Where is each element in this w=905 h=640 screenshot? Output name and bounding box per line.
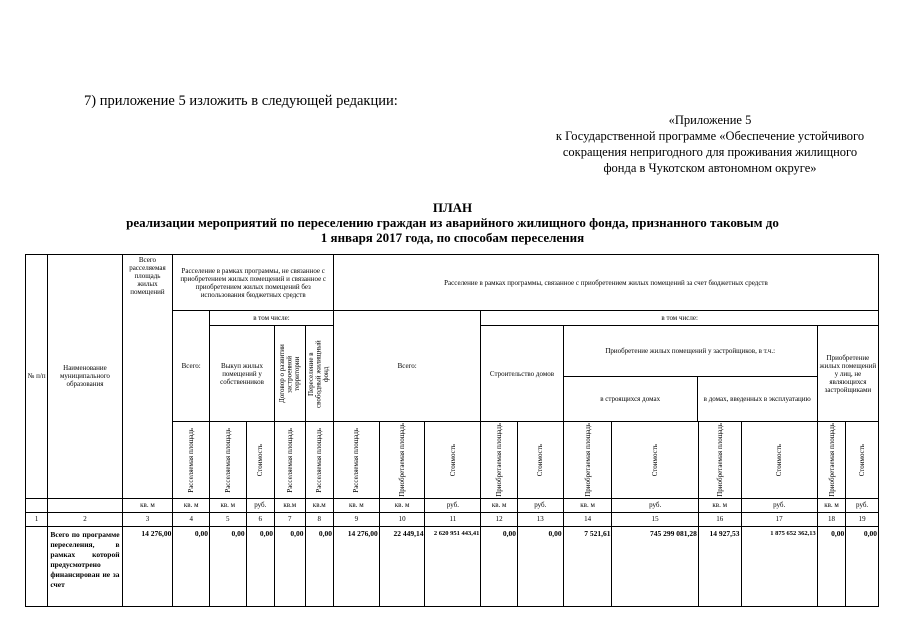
header-stroitelstvo: Строительство домов xyxy=(481,326,563,422)
sub-stoimost-17: Стоимость xyxy=(741,422,817,499)
appendix-line-4: фонда в Чукотском автономном округе» xyxy=(603,161,817,175)
title-line-1: ПЛАН xyxy=(432,200,473,215)
sub-stoimost-15: Стоимость xyxy=(612,422,698,499)
value-cell: 0,00 xyxy=(246,526,274,606)
header-a-vsego: Всего: xyxy=(173,311,210,422)
col-number: 1 xyxy=(26,512,48,526)
header-num: № п/п xyxy=(26,255,48,499)
value-cell: 0,00 xyxy=(846,526,879,606)
unit-cell: руб. xyxy=(425,498,481,512)
col-number: 19 xyxy=(846,512,879,526)
unit-cell: кв. м xyxy=(481,498,518,512)
value-cell: 0,00 xyxy=(517,526,563,606)
col-number: 12 xyxy=(481,512,518,526)
sub-stoimost-11: Стоимость xyxy=(425,422,481,499)
header-total-area: Всего расселяемая площадь жилых помещений xyxy=(122,255,173,499)
header-group-b: Расселение в рамках программы, связанное с приобретением жилых помещений за счет бюджетных средств xyxy=(333,255,878,311)
col-number: 9 xyxy=(333,512,379,526)
units-row xyxy=(26,498,879,512)
header-vvedennykh: в домах, введенных в эксплуатацию xyxy=(703,395,811,403)
value-cell: 14 927,53 xyxy=(698,526,741,606)
col-number: 18 xyxy=(817,512,845,526)
table-row xyxy=(26,526,879,606)
sub-rasselyaemaya-5: Расселяемая площадь xyxy=(209,422,246,499)
sub-rasselyaemaya-8: Расселяемая площадь xyxy=(305,422,333,499)
unit-cell: кв. м xyxy=(122,498,173,512)
value-cell: 14 276,00 xyxy=(122,526,173,606)
unit-cell: руб. xyxy=(612,498,698,512)
col-number: 14 xyxy=(563,512,612,526)
value-cell: 0,00 xyxy=(275,526,305,606)
header-stroyashchikhsya: в строящихся домах xyxy=(564,377,698,421)
col-number: 10 xyxy=(379,512,425,526)
title-line-2: реализации мероприятий по переселению граждан из аварийного жилищного фонда, признанного таковым до xyxy=(126,215,779,230)
header-name: Наименование муниципального образования xyxy=(48,255,122,499)
header-priobr-ne-zastr: Приобретение жилых помещений у лиц, не являющихся застройщиками xyxy=(817,326,878,422)
sub-priobretaemaya-18: Приобретаемая площадь xyxy=(817,422,845,499)
unit-cell: руб. xyxy=(517,498,563,512)
unit-cell: руб. xyxy=(846,498,879,512)
sub-stoimost-6: Стоимость xyxy=(246,422,274,499)
header-pereselenie: Переселение в свободный жилищный фонд xyxy=(305,326,333,422)
unit-cell: кв. м xyxy=(817,498,845,512)
col-number: 17 xyxy=(741,512,817,526)
header-group-a: Расселение в рамках программы, не связанное с приобретением жилых помещений и связанное с приобретением жилых помещений без использования бюджетных средств xyxy=(173,255,334,311)
value-cell: 14 276,00 xyxy=(333,526,379,606)
sub-priobretaemaya-16: Приобретаемая площадь xyxy=(698,422,741,499)
sub-rasselyaemaya-4: Расселяемая площадь xyxy=(173,422,210,499)
row-name-cell: Всего по программе переселения, в рамках которой предусмотрено финансирован ие за счет xyxy=(48,526,122,606)
column-number-row xyxy=(26,512,879,526)
unit-cell: кв. м xyxy=(173,498,210,512)
row-num-cell xyxy=(26,526,48,606)
col-number: 6 xyxy=(246,512,274,526)
value-cell: 1 875 652 362,13 xyxy=(741,526,817,606)
unit-cell: руб. xyxy=(741,498,817,512)
appendix-line-3: сокращения непригодного для проживания жилищного xyxy=(562,145,858,159)
appendix-header xyxy=(520,112,900,176)
value-cell: 0,00 xyxy=(173,526,210,606)
sub-stoimost-13: Стоимость xyxy=(517,422,563,499)
value-cell: 0,00 xyxy=(305,526,333,606)
sub-stoimost-19: Стоимость xyxy=(846,422,879,499)
col-number: 4 xyxy=(173,512,210,526)
header-a-v-tom-chisle: в том числе: xyxy=(209,311,333,326)
header-b-v-tom-chisle: в том числе: xyxy=(481,311,879,326)
value-cell: 7 521,61 xyxy=(563,526,612,606)
header-row-1 xyxy=(26,255,879,311)
appendix-line-2: к Государственной программе «Обеспечение устойчивого xyxy=(555,129,865,143)
unit-cell: кв. м xyxy=(379,498,425,512)
value-cell: 2 620 951 443,41 xyxy=(425,526,481,606)
unit-cell: кв. м xyxy=(698,498,741,512)
col-number: 2 xyxy=(48,512,122,526)
header-b-vsego: Всего: xyxy=(333,311,480,422)
col-number: 13 xyxy=(517,512,563,526)
col-number: 7 xyxy=(275,512,305,526)
header-priobr-zastr: Приобретение жилых помещений у застройщиков, в т.ч.: в строящихся домах в домах, введенных в эксплуатацию xyxy=(563,326,817,422)
col-number: 11 xyxy=(425,512,481,526)
value-cell: 0,00 xyxy=(817,526,845,606)
value-cell: 0,00 xyxy=(209,526,246,606)
appendix-line-1: «Приложение 5 xyxy=(668,113,752,127)
col-number: 16 xyxy=(698,512,741,526)
sub-rasselyaemaya-9: Расселяемая площадь xyxy=(333,422,379,499)
col-number: 15 xyxy=(612,512,698,526)
unit-cell: кв.м xyxy=(275,498,305,512)
unit-cell: руб. xyxy=(246,498,274,512)
plan-table xyxy=(25,254,879,607)
intro-text: 7) приложение 5 изложить в следующей редакции: xyxy=(84,93,398,109)
value-cell: 22 449,14 xyxy=(379,526,425,606)
value-cell: 745 299 081,28 xyxy=(612,526,698,606)
col-number: 8 xyxy=(305,512,333,526)
header-vykup: Выкуп жилых помещений у собственников xyxy=(209,326,274,422)
col-number: 3 xyxy=(122,512,173,526)
col-number: 5 xyxy=(209,512,246,526)
unit-cell: кв. м xyxy=(333,498,379,512)
document-title xyxy=(0,200,905,245)
header-dogovor: Договор о развитии застроенной территории xyxy=(275,326,305,422)
sub-rasselyaemaya-7: Расселяемая площадь xyxy=(275,422,305,499)
unit-cell: кв. м xyxy=(563,498,612,512)
value-cell: 0,00 xyxy=(481,526,518,606)
sub-priobretaemaya-10: Приобретаемая площадь xyxy=(379,422,425,499)
sub-priobretaemaya-14: Приобретаемая площадь xyxy=(563,422,612,499)
title-line-3: 1 января 2017 года, по способам переселения xyxy=(320,230,585,245)
sub-priobretaemaya-12: Приобретаемая площадь xyxy=(481,422,518,499)
unit-cell: кв. м xyxy=(209,498,246,512)
unit-cell: кв.м xyxy=(305,498,333,512)
